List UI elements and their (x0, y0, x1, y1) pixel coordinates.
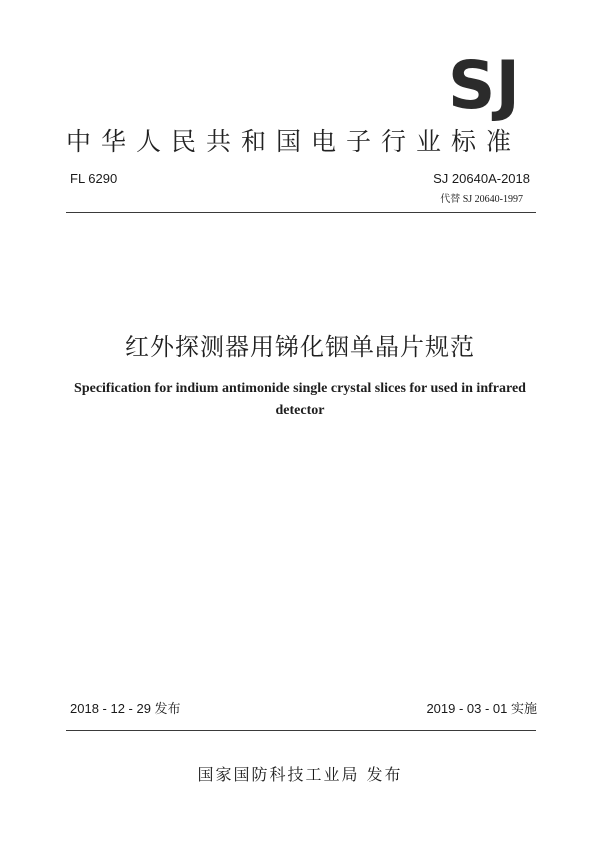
replaces-note: 代替 SJ 20640-1997 (440, 194, 523, 205)
standard-title: 中华人民共和国电子行业标准 (66, 127, 522, 156)
top-divider (66, 212, 536, 213)
sj-logo: SJ (447, 47, 520, 124)
document-title-chinese: 红外探测器用锑化铟单晶片规范 (125, 333, 475, 361)
implement-date: 2019 - 03 - 01 实施 (426, 701, 537, 716)
issuing-authority: 国家国防科技工业局 发布 (197, 765, 403, 784)
bottom-divider (66, 730, 536, 731)
document-title-english: Specification for indium antimonide single crystal slices for used in infrared detector (74, 381, 526, 418)
classification-code: FL 6290 (70, 171, 118, 186)
issue-date: 2018 - 12 - 29 发布 (70, 701, 181, 716)
standard-number: SJ 20640A-2018 (433, 171, 530, 186)
